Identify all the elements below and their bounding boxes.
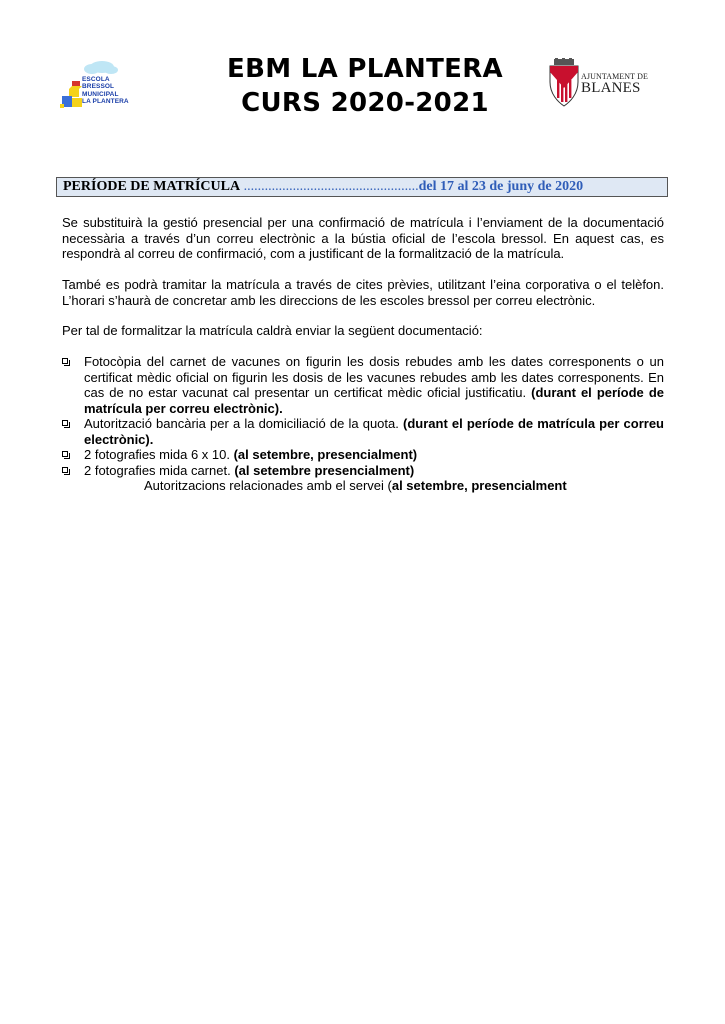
list-item	[62, 354, 664, 416]
checkbox-bullet-icon	[62, 467, 68, 473]
ajuntament-blanes-logo	[548, 58, 663, 108]
authorizations-note: al setembre, presencialment	[391, 478, 567, 493]
list-item-text: Autorització bancària per a la domiciliació de la quota.	[84, 416, 403, 431]
paragraph-documents-intro: Per tal de formalitzar la matrícula caldrà enviar la següent documentació:	[62, 323, 483, 338]
checkbox-bullet-icon	[62, 451, 68, 457]
paragraph-appointments: També es podrà tramitar la matrícula a través de cites prèvies, utilitzant l’eina corporativa o el telèfon. L’horari s’haurà de concretar amb les direccions de les escoles bressol per correu electrònic.	[62, 277, 664, 308]
period-leader-dots: ..................................................	[240, 179, 419, 194]
authorizations-line	[144, 478, 567, 494]
list-item-note: (durant el període de matrícula per correu electrònic).	[84, 416, 664, 447]
title-line-course: CURS 2020-2021	[241, 88, 489, 118]
period-dates: del 17 al 23 de juny de 2020	[418, 179, 584, 194]
period-label: PERÍODE DE MATRÍCULA	[63, 179, 241, 194]
enrollment-period-box	[56, 177, 668, 197]
list-item-note: (al setembre presencialment)	[234, 462, 415, 478]
checkbox-bullet-icon	[62, 358, 68, 364]
escola-bressol-logo	[58, 58, 158, 110]
list-item-text: 2 fotografies mida carnet.	[84, 462, 235, 478]
logo-line: MUNICIPAL	[82, 90, 119, 98]
logo-line: BRESSOL	[82, 83, 115, 91]
list-item	[62, 416, 664, 447]
required-documents-list	[62, 354, 664, 478]
logo-line: LA PLANTERA	[82, 98, 129, 106]
list-item-note: (durant el període de matrícula per correu electrònic).	[84, 385, 664, 416]
logo-top-text: AJUNTAMENT DE	[581, 72, 648, 81]
document-title	[200, 52, 530, 120]
list-item-note: (al setembre, presencialment)	[233, 447, 418, 462]
logo-town-name: BLANES	[581, 80, 641, 96]
authorizations-text: Autoritzacions relacionades amb el servei (	[144, 478, 392, 493]
list-item-text: Fotocòpia del carnet de vacunes on figurin les dosis rebudes amb les dates corresponents o un certificat mèdic oficial on figurin les dosis de les vacunes rebudes amb les dates corresponents. En cas de no estar vacunat cal presentar un certificat mèdic oficial justificatiu.	[84, 354, 664, 400]
checkbox-bullet-icon	[62, 420, 68, 426]
list-item	[62, 463, 664, 479]
title-line-school: EBM LA PLANTERA	[227, 54, 503, 84]
logo-school-name	[82, 76, 129, 106]
list-item	[62, 447, 664, 463]
list-item-text: 2 fotografies mida 6 x 10.	[84, 447, 234, 462]
paragraph-email-confirmation: Se substituirà la gestió presencial per una confirmació de matrícula i l’enviament de la documentació necessària a través d’un correu electrònic a la bústia oficial de l’escola bressol. En aquest cas, es respondrà al correu de confirmació, com a justificant de la formalització de la matrícula.	[62, 215, 664, 261]
blanes-coat-of-arms-icon	[548, 58, 580, 108]
logo-line: ESCOLA	[82, 76, 110, 83]
